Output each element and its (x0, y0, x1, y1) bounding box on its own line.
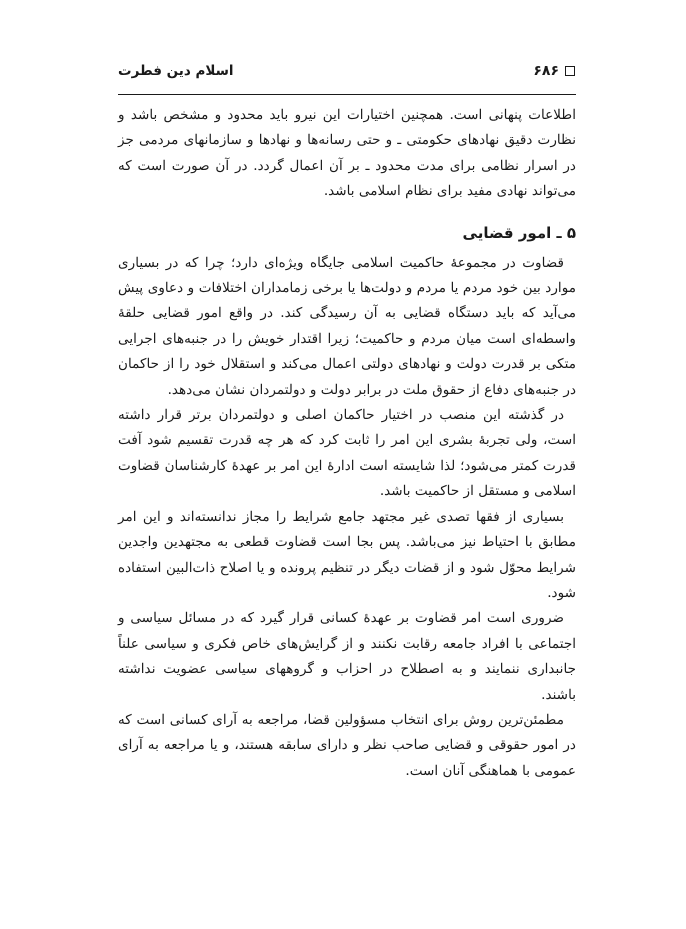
page-number: ۶۸۶ (533, 63, 559, 79)
paragraph-3: بسیاری از فقها تصدی غیر مجتهد جامع شرایط را مجاز ندانسته‌اند و این امر مطابق با احتیاط نیز می‌باشد. پس بجا است قضاوت قطعی به مجتهدین واجدین شرایط محوّل شود و از قضات دیگر در تنظیم پرونده و یا اصلاح ذات‌البین استفاده شود. (118, 508, 576, 601)
running-header (118, 63, 575, 85)
paragraph-4: ضروری است امر قضاوت بر عهدهٔ کسانی قرار گیرد که در مسائل سیاسی و اجتماعی با افراد جامعه رقابت نکنند و از گرایش‌های خاص فکری و سیاسی علناً جانبداری ننمایند و به اصطلاح در احزاب و گروههای سیاسی عضویت نداشته باشند. (118, 610, 576, 703)
header-page-number (533, 63, 575, 79)
paragraph-1: قضاوت در مجموعهٔ حاکمیت اسلامی جایگاه ویژه‌ای دارد؛ چرا که در بسیاری موارد بین خود مردم یا مردم و دولت‌ها یا برخی زمامداران اختلافات و دعاوی پیش می‌آید که باید دستگاه قضایی به آن رسیدگی کند. در واقع امور قضایی حلقهٔ واسطه‌ای است میان مردم و حاکمیت؛ زیرا اقتدار خویش را در جنبه‌های اجرایی متکی بر قدرت دولت و نهادهای دولتی اعمال می‌کند و استقلال خود را از حاکمان در جنبه‌های دفاع از حقوق ملت در برابر دولت و دولتمردان نشان می‌دهد. (118, 254, 576, 398)
section-heading: ۵ ـ امور قضایی (462, 223, 576, 242)
header-divider (118, 94, 576, 95)
square-bullet-icon (565, 66, 575, 76)
running-title: اسلام دین فطرت (118, 63, 234, 79)
intro-paragraph: اطلاعات پنهانی است. همچنین اختیارات این نیرو باید محدود و مشخص باشد و نظارت دقیق نهادهای حکومتی ـ و حتی رسانه‌ها و نهادها و سازمانهای مردمی جز در اسرار نظامی برای مدت محدود ـ بر آن اعمال گردد. در آن صورت است که می‌تواند نهادی مفید برای نظام اسلامی باشد. (118, 107, 576, 200)
paragraph-2: در گذشته این منصب در اختیار حاکمان اصلی و دولتمردان برتر قرار داشته است، ولی تجربهٔ بشری این امر را ثابت کرد که هر چه قدرت تقسیم شود آفت قدرت کمتر می‌شود؛ لذا شایسته است ادارهٔ این امر بر عهدهٔ کارشناسان قضاوت اسلامی و مستقل از حاکمیت باشد. (118, 407, 576, 500)
body-text (118, 103, 576, 784)
paragraph-5: مطمئن‌ترین روش برای انتخاب مسؤولین قضا، مراجعه به آرای کسانی است که در امور حقوقی و قضایی صاحب نظر و دارای سابقه هستند، و یا مراجعه به آرای عمومی با هماهنگی آنان است. (118, 711, 576, 779)
